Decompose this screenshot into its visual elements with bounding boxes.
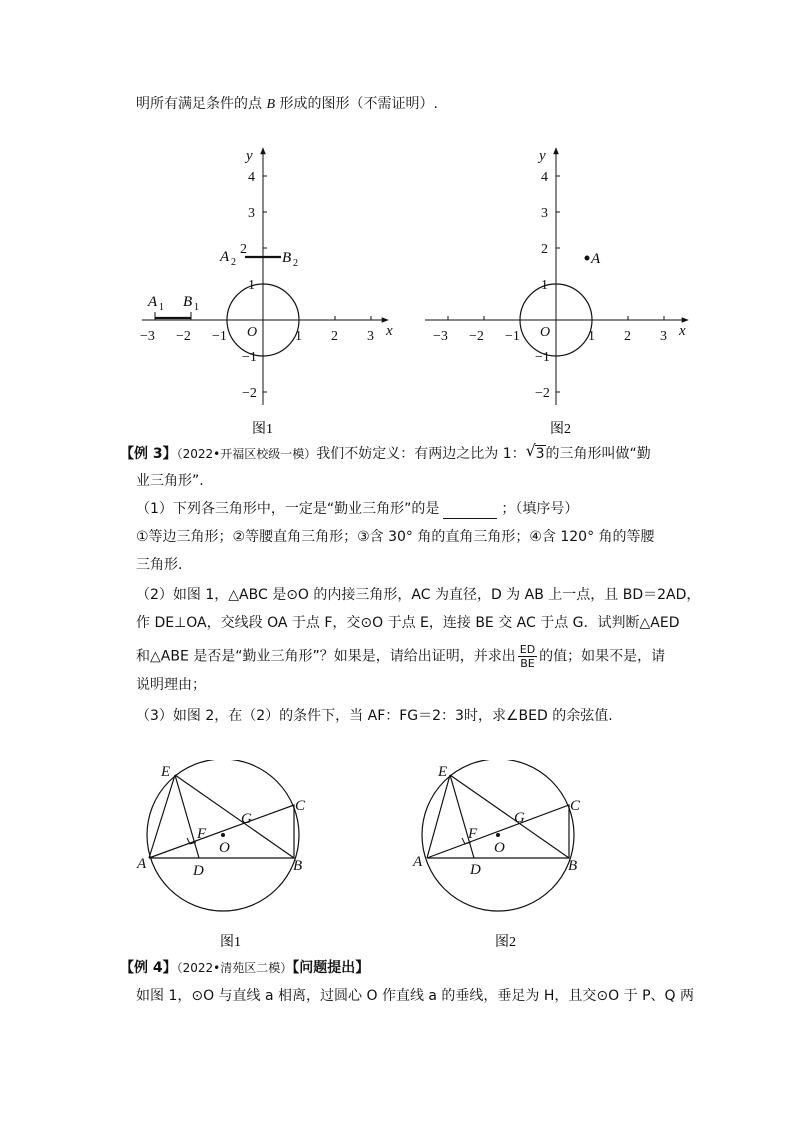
point-label: A [148,294,158,310]
x-axis-label: x [386,323,393,339]
origin-label: O [247,325,258,340]
svg-text:F: F [468,826,478,842]
example-4-heading: 【例 4】（2022•清苑区二模）【问题提出】 [120,960,370,976]
point-a [585,256,590,261]
origin-label: O [540,325,551,340]
x-tick: 2 [624,329,631,344]
svg-text:B: B [293,858,303,874]
question-2: （2）如图 1，△ABC 是⊙O 的内接三角形，AC 为直径，D 为 AB 上一点，且 BD＝2AD， [136,587,701,603]
figure-caption: 图2 [550,422,571,437]
svg-text:2: 2 [293,258,298,269]
svg-text:G: G [241,811,252,827]
y-tick: 3 [248,206,255,221]
circle-figure-2 [410,760,590,950]
svg-text:2: 2 [231,257,236,268]
svg-text:E: E [438,764,448,780]
text-line: 作 DE⊥OA，交线段 OA 于点 F，交⊙O 于点 E，连接 BE 交 AC 于点 G．试判断△AED [136,615,680,631]
figure-caption: 图1 [252,422,273,437]
x-tick: −3 [140,329,155,344]
svg-text:D: D [470,862,481,878]
svg-text:F: F [197,826,207,842]
y-tick: −1 [535,350,550,365]
x-tick: 3 [660,329,667,344]
y-tick: 2 [541,242,548,257]
y-tick: 4 [248,170,255,185]
y-tick: 1 [541,278,548,293]
y-tick: 1 [248,278,255,293]
point-label: B [266,97,276,112]
x-tick: 1 [295,329,302,344]
y-tick: −2 [242,386,257,401]
svg-text:O: O [494,840,505,856]
x-axis-label: x [679,323,686,339]
point-label: B [282,250,292,266]
answer-blank[interactable] [443,504,497,519]
text-line: 说明理由； [136,677,206,693]
x-tick: −1 [212,329,227,344]
coordinate-graph-1 [130,140,400,440]
svg-text:G: G [514,810,525,826]
y-tick: −1 [242,350,257,365]
example-3-heading: 【例 3】（2022•开福区校级一模）我们不妨定义：有两边之比为 1：√ 3的三角形叫做“勤 [120,444,651,464]
x-tick: −2 [469,329,484,344]
x-tick: −3 [433,329,448,344]
text-line: 业三角形”. [136,473,204,489]
circle-figure-1 [135,760,315,950]
y-axis-label: y [539,148,546,164]
svg-text:A: A [413,854,423,870]
point-label: A [220,249,230,265]
question-3: （3）如图 2，在（2）的条件下，当 AF：FG＝2：3时，求∠BED 的余弦值. [136,708,613,724]
x-tick: 3 [367,329,374,344]
sqrt-symbol: √ 3 [526,444,546,464]
svg-text:D: D [193,863,204,879]
svg-text:C: C [570,798,581,814]
x-tick: 2 [331,329,338,344]
text-line: 和△ABE 是否是“勤业三角形”？如果是，请给出证明，并求出 $\frac{ED}{BE}$ 的值；如果不是，请 [136,643,666,670]
text-line: 三角形. [136,557,183,573]
question-1: （1）下列各三角形中，一定是“勤业三角形”的是 ；（填序号） [136,501,579,517]
x-tick: −1 [505,329,520,344]
svg-text:1: 1 [194,302,199,313]
x-tick: −2 [176,329,191,344]
svg-text:A: A [137,856,147,872]
x-tick: 1 [588,329,595,344]
y-tick: −2 [535,386,550,401]
svg-text:C: C [295,798,306,814]
fraction-ed-be: $\frac{ED}{BE}$ [519,643,536,670]
svg-text:1: 1 [159,302,164,313]
y-tick: 2 [240,242,247,257]
svg-text:B: B [568,858,578,874]
figure-caption: 图1 [220,935,241,950]
text-line: 明所有满足条件的点 B 形成的图形（不需证明）. [136,96,438,112]
point-label: A [591,251,601,267]
point-label: B [183,294,193,310]
svg-text:O: O [219,840,230,856]
text-line: 如图 1，⊙O 与直线 a 相离，过圆心 O 作直线 a 的垂线，垂足为 H，且交⊙O 于 P、Q 两 [136,988,694,1004]
coordinate-graph-2 [415,140,695,440]
svg-text:E: E [161,764,171,780]
question-1-options: ①等边三角形；②等腰直角三角形；③含 30° 角的直角三角形；④含 120° 角的等腰 [136,529,655,545]
y-tick: 4 [541,170,548,185]
y-axis-label: y [246,148,253,164]
figure-caption: 图2 [495,935,516,950]
y-tick: 3 [541,206,548,221]
